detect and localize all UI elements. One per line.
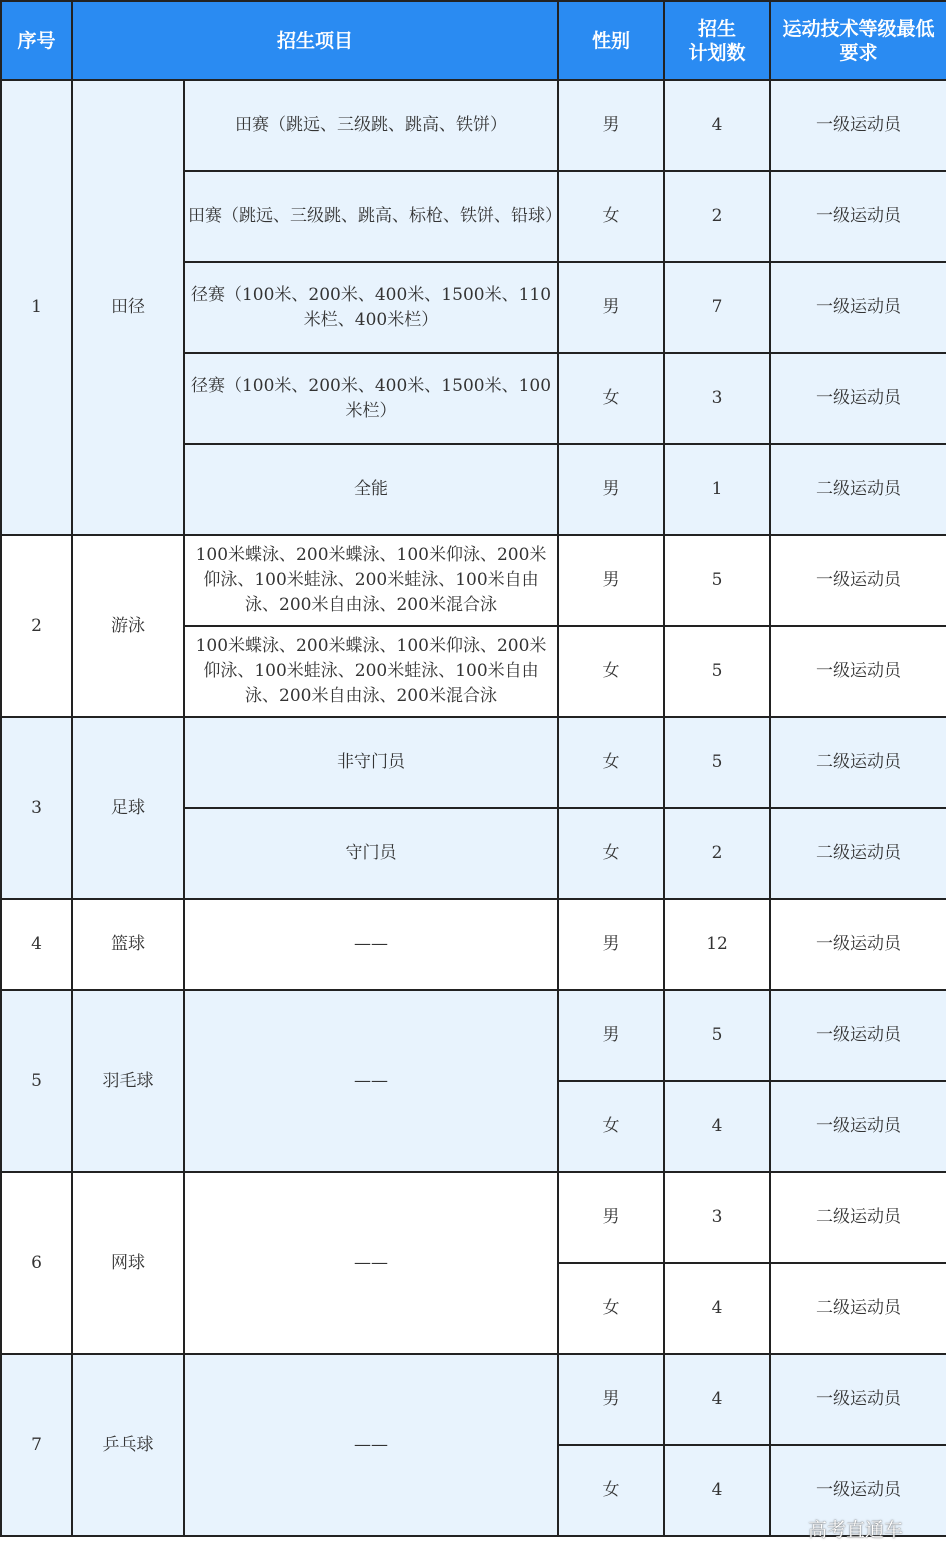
level-cell: 二级运动员 xyxy=(770,1172,946,1263)
count-cell: 3 xyxy=(664,353,770,444)
event-cell: —— xyxy=(184,1172,558,1354)
event-cell: 田赛（跳远、三级跳、跳高、铁饼） xyxy=(184,80,558,171)
sport-cell: 游泳 xyxy=(72,535,184,717)
count-cell: 2 xyxy=(664,171,770,262)
gender-cell: 男 xyxy=(558,1354,664,1445)
event-cell: 100米蝶泳、200米蝶泳、100米仰泳、200米仰泳、100米蛙泳、200米蛙泳、100米自由泳、200米自由泳、200米混合泳 xyxy=(184,626,558,717)
header-level: 运动技术等级最低要求 xyxy=(770,1,946,80)
event-cell: —— xyxy=(184,899,558,990)
level-cell: 二级运动员 xyxy=(770,444,946,535)
level-cell: 二级运动员 xyxy=(770,808,946,899)
gender-cell: 男 xyxy=(558,444,664,535)
table-row xyxy=(1,990,946,1081)
level-cell: 一级运动员 xyxy=(770,353,946,444)
gender-cell: 男 xyxy=(558,899,664,990)
event-cell: 100米蝶泳、200米蝶泳、100米仰泳、200米仰泳、100米蛙泳、200米蛙泳、100米自由泳、200米自由泳、200米混合泳 xyxy=(184,535,558,626)
gender-cell: 男 xyxy=(558,80,664,171)
gender-cell: 男 xyxy=(558,1172,664,1263)
sport-cell: 乒乓球 xyxy=(72,1354,184,1536)
gender-cell: 男 xyxy=(558,535,664,626)
level-cell: 一级运动员 xyxy=(770,535,946,626)
gender-cell: 女 xyxy=(558,626,664,717)
gender-cell: 男 xyxy=(558,990,664,1081)
event-cell: 田赛（跳远、三级跳、跳高、标枪、铁饼、铅球） xyxy=(184,171,558,262)
table-row xyxy=(1,80,946,171)
sport-cell: 足球 xyxy=(72,717,184,899)
seq-cell: 7 xyxy=(1,1354,72,1536)
level-cell: 一级运动员 xyxy=(770,1081,946,1172)
sport-cell: 篮球 xyxy=(72,899,184,990)
count-cell: 2 xyxy=(664,808,770,899)
table-row xyxy=(1,535,946,626)
level-cell: 一级运动员 xyxy=(770,171,946,262)
header-project: 招生项目 xyxy=(72,1,558,80)
header-row xyxy=(1,1,946,80)
header-gender: 性别 xyxy=(558,1,664,80)
sport-cell: 网球 xyxy=(72,1172,184,1354)
gender-cell: 女 xyxy=(558,808,664,899)
seq-cell: 5 xyxy=(1,990,72,1172)
level-cell: 一级运动员 xyxy=(770,262,946,353)
count-cell: 5 xyxy=(664,717,770,808)
event-cell: 全能 xyxy=(184,444,558,535)
event-cell: 守门员 xyxy=(184,808,558,899)
event-cell: —— xyxy=(184,990,558,1172)
seq-cell: 3 xyxy=(1,717,72,899)
count-cell: 4 xyxy=(664,1263,770,1354)
gender-cell: 女 xyxy=(558,1263,664,1354)
level-cell: 一级运动员 xyxy=(770,1445,946,1536)
gender-cell: 女 xyxy=(558,717,664,808)
count-cell: 5 xyxy=(664,535,770,626)
level-cell: 一级运动员 xyxy=(770,626,946,717)
gender-cell: 女 xyxy=(558,1081,664,1172)
seq-cell: 2 xyxy=(1,535,72,717)
seq-cell: 4 xyxy=(1,899,72,990)
count-cell: 4 xyxy=(664,1354,770,1445)
event-cell: —— xyxy=(184,1354,558,1536)
level-cell: 二级运动员 xyxy=(770,1263,946,1354)
level-cell: 一级运动员 xyxy=(770,80,946,171)
event-cell: 径赛（100米、200米、400米、1500米、110米栏、400米栏） xyxy=(184,262,558,353)
level-cell: 一级运动员 xyxy=(770,1354,946,1445)
count-cell: 5 xyxy=(664,626,770,717)
count-cell: 1 xyxy=(664,444,770,535)
table-row xyxy=(1,899,946,990)
level-cell: 二级运动员 xyxy=(770,717,946,808)
count-cell: 3 xyxy=(664,1172,770,1263)
gender-cell: 女 xyxy=(558,1445,664,1536)
seq-cell: 1 xyxy=(1,80,72,535)
count-cell: 4 xyxy=(664,1081,770,1172)
event-cell: 非守门员 xyxy=(184,717,558,808)
count-cell: 7 xyxy=(664,262,770,353)
count-cell: 4 xyxy=(664,80,770,171)
seq-cell: 6 xyxy=(1,1172,72,1354)
table-row xyxy=(1,1354,946,1445)
sport-cell: 羽毛球 xyxy=(72,990,184,1172)
gender-cell: 女 xyxy=(558,171,664,262)
watermark: 高考直通车 xyxy=(808,1519,904,1541)
table-row xyxy=(1,717,946,808)
count-cell: 5 xyxy=(664,990,770,1081)
count-cell: 12 xyxy=(664,899,770,990)
level-cell: 一级运动员 xyxy=(770,899,946,990)
gender-cell: 男 xyxy=(558,262,664,353)
table-row xyxy=(1,1172,946,1263)
sport-cell: 田径 xyxy=(72,80,184,535)
gender-cell: 女 xyxy=(558,353,664,444)
event-cell: 径赛（100米、200米、400米、1500米、100米栏） xyxy=(184,353,558,444)
level-cell: 一级运动员 xyxy=(770,990,946,1081)
header-plan: 招生 计划数 xyxy=(664,1,770,80)
count-cell: 4 xyxy=(664,1445,770,1536)
header-seq: 序号 xyxy=(1,1,72,80)
